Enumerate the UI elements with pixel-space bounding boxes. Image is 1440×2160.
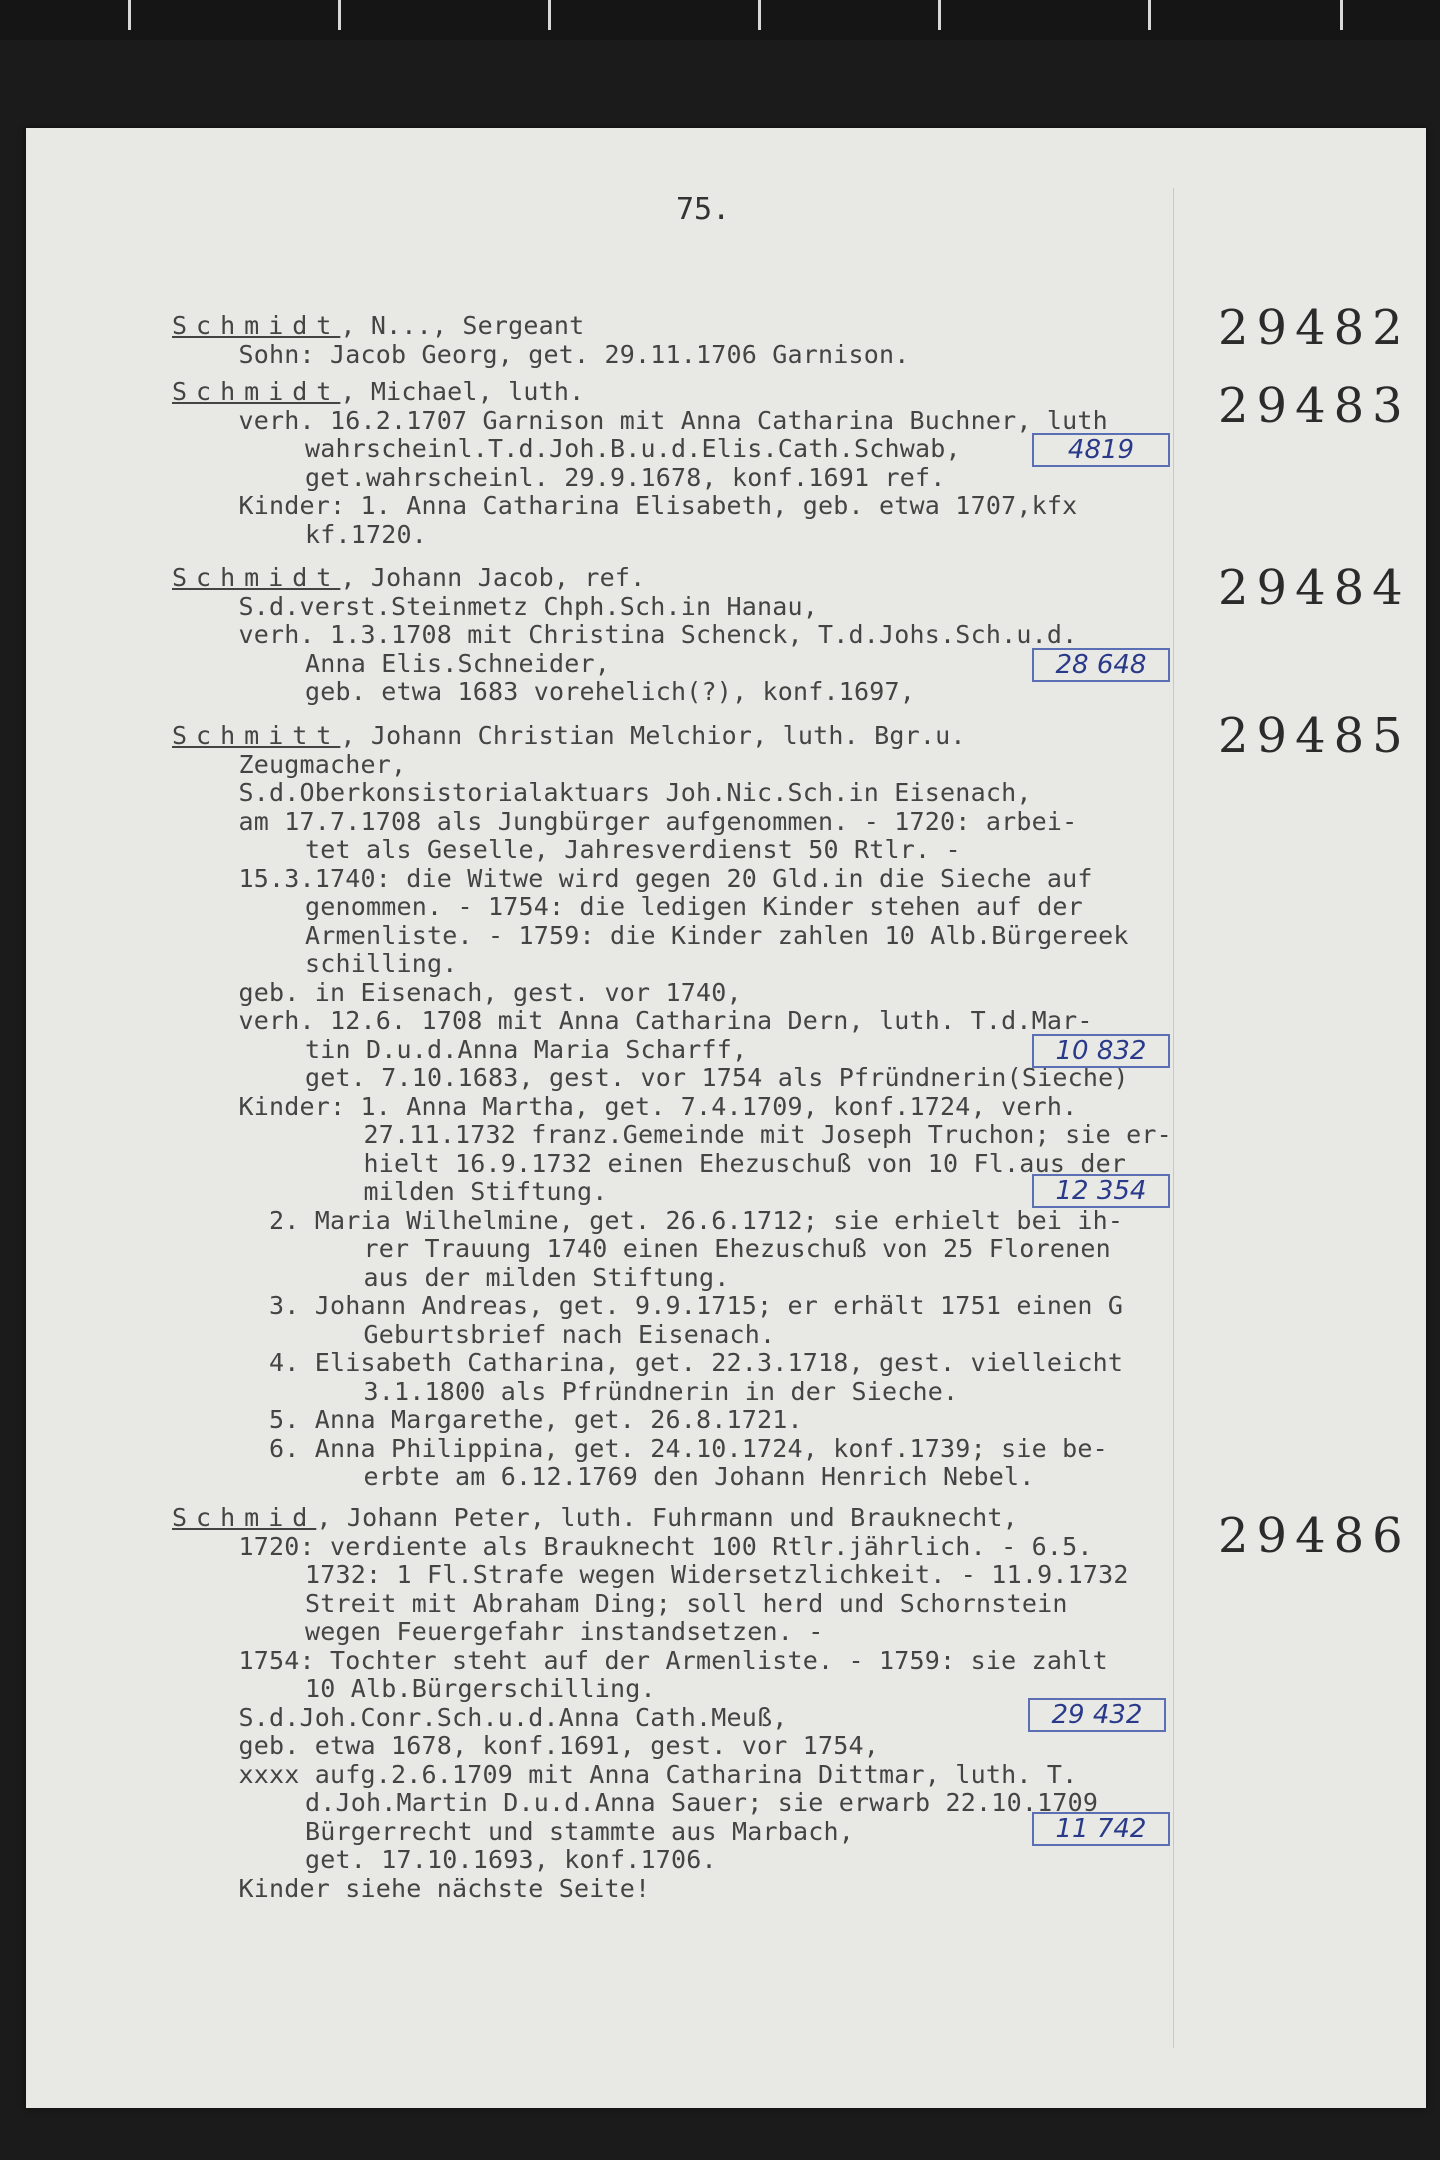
- entry-line: 3. Johann Andreas, get. 9.9.1715; er erhält 1751 einen G: [208, 1291, 1124, 1320]
- entry-line: get. 7.10.1683, gest. vor 1754 als Pfründnerin(Sieche): [244, 1063, 1129, 1092]
- entry-line: schilling.: [244, 949, 458, 978]
- film-tick: [338, 0, 341, 30]
- entry-line: Schmitt, Johann Christian Melchior, luth. Bgr.u.: [172, 721, 966, 750]
- reference-number-box: 10 832: [1032, 1034, 1170, 1068]
- entry-line: Bürgerrecht und stammte aus Marbach,: [244, 1816, 855, 1846]
- film-edge: [0, 0, 1440, 40]
- entry-line: tet als Geselle, Jahresverdienst 50 Rtlr. -: [244, 835, 961, 864]
- entry-line: geb. etwa 1678, konf.1691, gest. vor 1754,: [208, 1731, 880, 1760]
- entry-line: rer Trauung 1740 einen Ehezuschuß von 25 Florenen: [272, 1234, 1111, 1263]
- film-tick: [758, 0, 761, 30]
- entry-line: Schmitt: [172, 721, 341, 750]
- entry-line: Schmidt, Johann Jacob, ref.: [172, 563, 646, 592]
- entry-line: am 17.7.1708 als Jungbürger aufgenommen. - 1720: arbei-: [208, 806, 1078, 836]
- reference-number-box: 28 648: [1032, 648, 1170, 682]
- entry-line: kf.1720.: [244, 519, 428, 549]
- genealogy-entry: [172, 312, 1222, 369]
- entry-line: 1720: verdiente als Brauknecht 100 Rtlr.jährlich. - 6.5.: [208, 1531, 1093, 1561]
- reference-number-box: 29 432: [1028, 1698, 1166, 1732]
- entry-line: Geburtsbrief nach Eisenach.: [272, 1319, 776, 1349]
- entry-line: Schmidt: [172, 311, 341, 340]
- entry-line: geb. etwa 1683 vorehelich(?), konf.1697,: [244, 677, 916, 706]
- film-tick: [1340, 0, 1343, 30]
- film-tick: [938, 0, 941, 30]
- entry-line: xxxx aufg.2.6.1709 mit Anna Catharina Dittmar, luth. T.: [208, 1759, 1078, 1789]
- film-tick: [1148, 0, 1151, 30]
- entry-line: Armenliste. - 1759: die Kinder zahlen 10 Alb.Bürgereek: [244, 920, 1129, 950]
- genealogy-entry: [172, 564, 1222, 707]
- entry-line: erbte am 6.12.1769 den Johann Henrich Nebel.: [272, 1462, 1035, 1491]
- entry-line: wegen Feuergefahr instandsetzen. -: [244, 1617, 824, 1646]
- entry-line: 2. Maria Wilhelmine, get. 26.6.1712; sie erhielt bei ih-: [208, 1205, 1124, 1235]
- entry-line: milden Stiftung.: [272, 1177, 608, 1206]
- entry-line: Schmidt: [172, 377, 341, 406]
- film-tick: [128, 0, 131, 30]
- entry-line: verh. 1.3.1708 mit Christina Schenck, T.d.Johs.Sch.u.d.: [208, 620, 1078, 649]
- entry-line: Schmid: [172, 1503, 317, 1532]
- entry-line: wahrscheinl.T.d.Joh.B.u.d.Elis.Cath.Schwab,: [244, 434, 961, 463]
- entry-line: Schmidt, N..., Sergeant: [172, 311, 585, 340]
- entry-id: 29482: [1218, 300, 1411, 356]
- entry-line: Kinder: 1. Anna Catharina Elisabeth, geb. etwa 1707,kfx: [208, 491, 1078, 520]
- entry-line: Schmidt, Michael, luth.: [172, 377, 585, 406]
- entry-line: 10 Alb.Bürgerschilling.: [244, 1674, 656, 1703]
- genealogy-entry: [172, 722, 1222, 1492]
- entry-line: Schmidt: [172, 563, 341, 592]
- entry-line: tin D.u.d.Anna Maria Scharff,: [244, 1034, 748, 1064]
- entry-id: 29486: [1218, 1508, 1411, 1564]
- entry-line: 27.11.1732 franz.Gemeinde mit Joseph Truchon; sie er-: [272, 1120, 1172, 1149]
- entry-line: S.d.verst.Steinmetz Chph.Sch.in Hanau,: [208, 591, 819, 621]
- entry-line: genommen. - 1754: die ledigen Kinder stehen auf der: [244, 892, 1083, 921]
- entry-line: Kinder siehe nächste Seite!: [208, 1873, 651, 1903]
- document-page: [26, 128, 1426, 2108]
- entry-id: 29483: [1218, 378, 1411, 434]
- entry-line: 1732: 1 Fl.Strafe wegen Widersetzlichkeit. - 11.9.1732: [244, 1560, 1129, 1589]
- entry-line: Sohn: Jacob Georg, get. 29.11.1706 Garnison.: [208, 339, 910, 369]
- entry-line: aus der milden Stiftung.: [272, 1262, 730, 1292]
- entry-line: 6. Anna Philippina, get. 24.10.1724, konf.1739; sie be-: [208, 1433, 1108, 1463]
- entry-line: 4. Elisabeth Catharina, get. 22.3.1718, gest. vielleicht: [208, 1348, 1124, 1377]
- entry-line: 5. Anna Margarethe, get. 26.8.1721.: [208, 1405, 803, 1434]
- entry-line: hielt 16.9.1732 einen Ehezuschuß von 10 Fl.aus der: [272, 1148, 1127, 1178]
- reference-number-box: 12 354: [1032, 1174, 1170, 1208]
- entry-line: 1754: Tochter steht auf der Armenliste. - 1759: sie zahlt: [208, 1645, 1108, 1675]
- page-number: 75.: [676, 192, 731, 227]
- entry-line: Zeugmacher,: [208, 749, 407, 779]
- entry-line: 15.3.1740: die Witwe wird gegen 20 Gld.in die Sieche auf: [208, 863, 1093, 893]
- entry-line: verh. 12.6. 1708 mit Anna Catharina Dern, luth. T.d.Mar-: [208, 1006, 1093, 1035]
- entry-line: get. 17.10.1693, konf.1706.: [244, 1845, 717, 1874]
- entry-line: Streit mit Abraham Ding; soll herd und Schornstein: [244, 1588, 1068, 1618]
- entry-line: verh. 16.2.1707 Garnison mit Anna Catharina Buchner, luth: [208, 405, 1108, 435]
- entry-line: geb. in Eisenach, gest. vor 1740,: [208, 977, 742, 1007]
- entry-id: 29485: [1218, 708, 1411, 764]
- film-tick: [548, 0, 551, 30]
- entry-line: S.d.Joh.Conr.Sch.u.d.Anna Cath.Meuß,: [208, 1702, 788, 1732]
- entry-line: 3.1.1800 als Pfründnerin in der Sieche.: [272, 1376, 959, 1406]
- entry-line: Anna Elis.Schneider,: [244, 648, 611, 678]
- reference-number-box: 11 742: [1032, 1812, 1170, 1846]
- entry-id: 29484: [1218, 560, 1411, 616]
- entry-line: S.d.Oberkonsistorialaktuars Joh.Nic.Sch.in Eisenach,: [208, 778, 1032, 807]
- entry-line: Schmid, Johann Peter, luth. Fuhrmann und Brauknecht,: [172, 1503, 1018, 1532]
- reference-number-box: 4819: [1032, 433, 1170, 467]
- entry-line: Kinder: 1. Anna Martha, get. 7.4.1709, konf.1724, verh.: [208, 1091, 1078, 1121]
- entry-line: d.Joh.Martin D.u.d.Anna Sauer; sie erwarb 22.10.1709: [244, 1788, 1099, 1817]
- entry-line: get.wahrscheinl. 29.9.1678, konf.1691 ref.: [244, 462, 946, 492]
